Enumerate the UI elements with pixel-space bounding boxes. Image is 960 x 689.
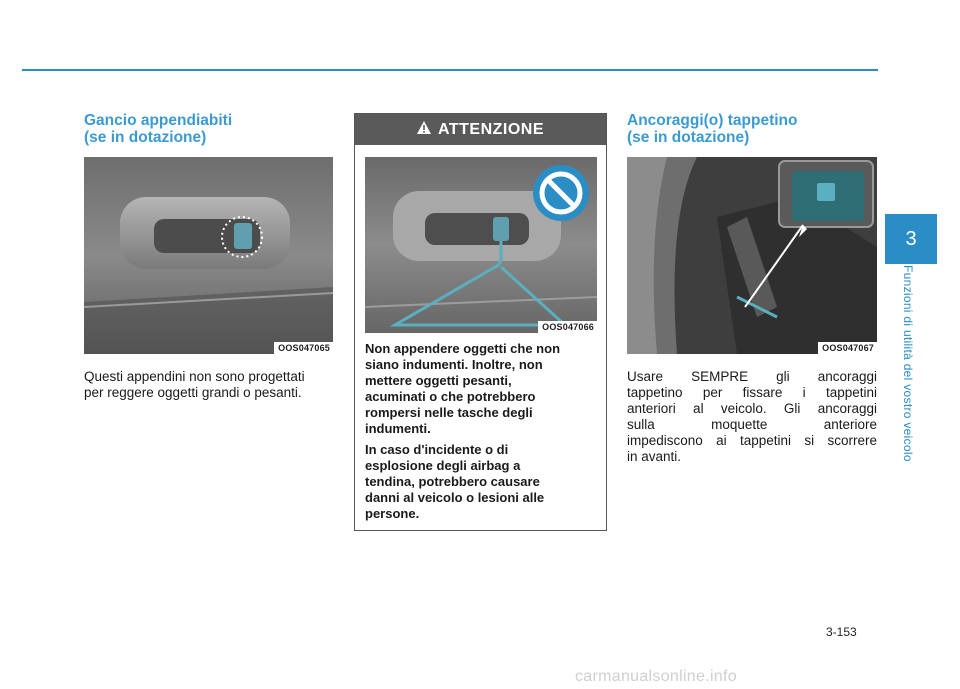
- page-number: 3-153: [826, 625, 857, 639]
- warning-header: ATTENZIONE: [355, 114, 606, 145]
- chapter-side-label: Funzioni di utilità del vostro veicolo: [901, 265, 915, 462]
- photo-code: OOS047065: [274, 342, 333, 354]
- top-rule: [22, 69, 878, 71]
- warning-paragraph-1: Non appendere oggetti che non siano indumenti. Inoltre, non mettere oggetti pesanti, acuminati o che potrebbero rompersi nelle tasche degli indumenti.: [365, 341, 561, 436]
- chapter-tab[interactable]: 3: [885, 214, 937, 264]
- warning-box: [354, 113, 607, 531]
- section-title-coat-hook: Gancio appendiabiti (se in dotazione): [84, 112, 233, 146]
- section-title-floor-mat-anchor: Ancoraggi(o) tappetino (se in dotazione): [627, 112, 798, 146]
- warning-paragraph-2: In caso d'incidente o di esplosione degli airbag a tendina, potrebbero causare danni al veicolo o lesioni alle persone.: [365, 442, 545, 521]
- hanger-warning-photo: [365, 157, 597, 333]
- floor-mat-anchor-photo: [627, 157, 877, 354]
- photo-code: OOS047067: [818, 342, 877, 354]
- warning-triangle-icon: [417, 121, 431, 139]
- watermark: carmanualsonline.info: [575, 668, 737, 685]
- photo-code: OOS047066: [538, 321, 597, 333]
- floor-mat-anchor-body: Usare SEMPRE gli ancoraggi tappetino per fissare i tappetini anteriori al veicolo. Gli ancoraggi sulla moquette anteriore impediscono ai tappetini si scorrere in avanti.: [627, 369, 877, 464]
- coat-hook-body: Questi appendini non sono progettati per reggere oggetti grandi o pesanti.: [84, 369, 305, 400]
- coat-hook-photo: [84, 157, 333, 354]
